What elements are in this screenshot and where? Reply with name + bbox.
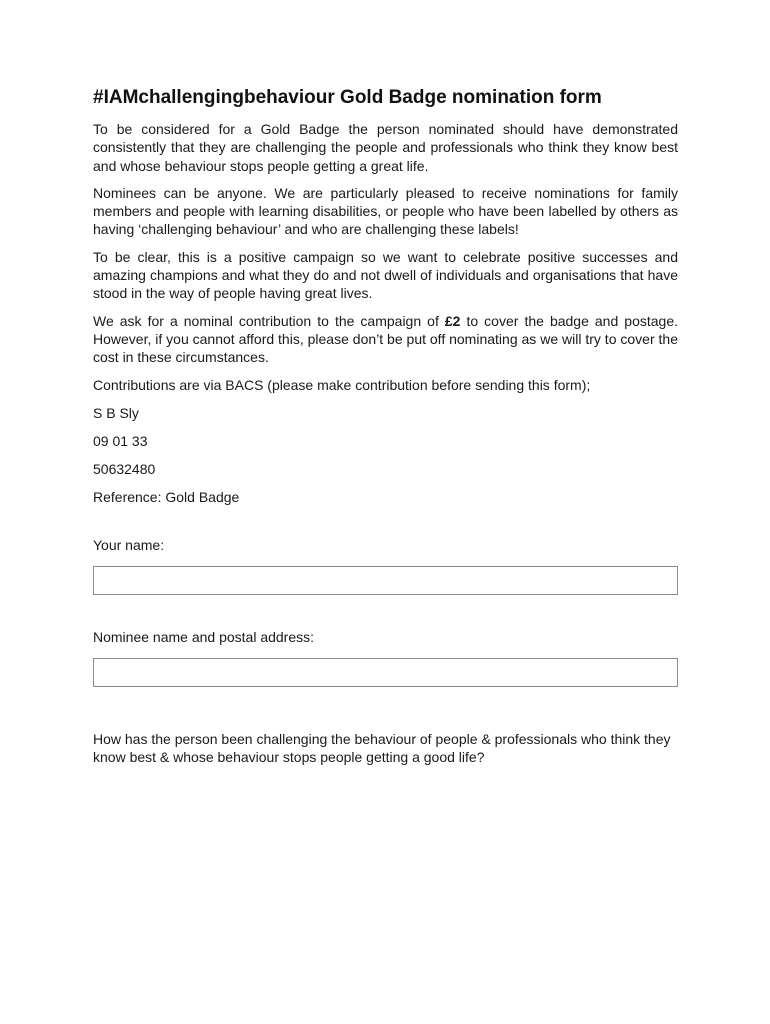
- intro-paragraph: To be considered for a Gold Badge the person nominated should have demonstrated consistently that they are challenging the people and professionals who think they know best and whose behaviour stops people getting a great life.: [93, 121, 678, 174]
- nominees-paragraph: Nominees can be anyone. We are particularly pleased to receive nominations for family members and people with learning disabilities, or people who have been labelled by others as having ‘challenging behaviour’ and who are challenging these labels!: [93, 184, 678, 238]
- form-title: #IAMchallengingbehaviour Gold Badge nomination form: [93, 87, 602, 108]
- sort-code: 09 01 33: [93, 432, 148, 449]
- challenge-question: How has the person been challenging the behaviour of people & professionals who think they know best & whose behaviour stops people getting a good life?: [93, 730, 671, 766]
- contribution-amount: £2: [444, 312, 461, 329]
- account-name: S B Sly: [93, 404, 139, 421]
- contribution-paragraph: [93, 312, 678, 367]
- nominee-label: Nominee name and postal address:: [93, 628, 315, 645]
- contribution-text-start: We ask for a nominal contribution to the campaign of: [93, 312, 445, 329]
- your-name-input[interactable]: [93, 566, 678, 595]
- nominee-address-input[interactable]: [93, 658, 678, 687]
- bacs-intro: Contributions are via BACS (please make contribution before sending this form);: [93, 376, 591, 393]
- payment-reference: Reference: Gold Badge: [93, 488, 240, 505]
- contribution-text-end: to cover the badge and postage. However, if you cannot afford this, please don’t be put off nominating as we will try to cover the cost in these circumstances.: [93, 312, 678, 366]
- account-number: 50632480: [93, 460, 156, 477]
- nomination-form: [93, 86, 678, 775]
- your-name-label: Your name:: [93, 536, 165, 553]
- positive-campaign-paragraph: To be clear, this is a positive campaign so we want to celebrate positive successes and amazing champions and what they do and not dwell of individuals and organisations that have stood in the way of people having great lives.: [93, 248, 678, 302]
